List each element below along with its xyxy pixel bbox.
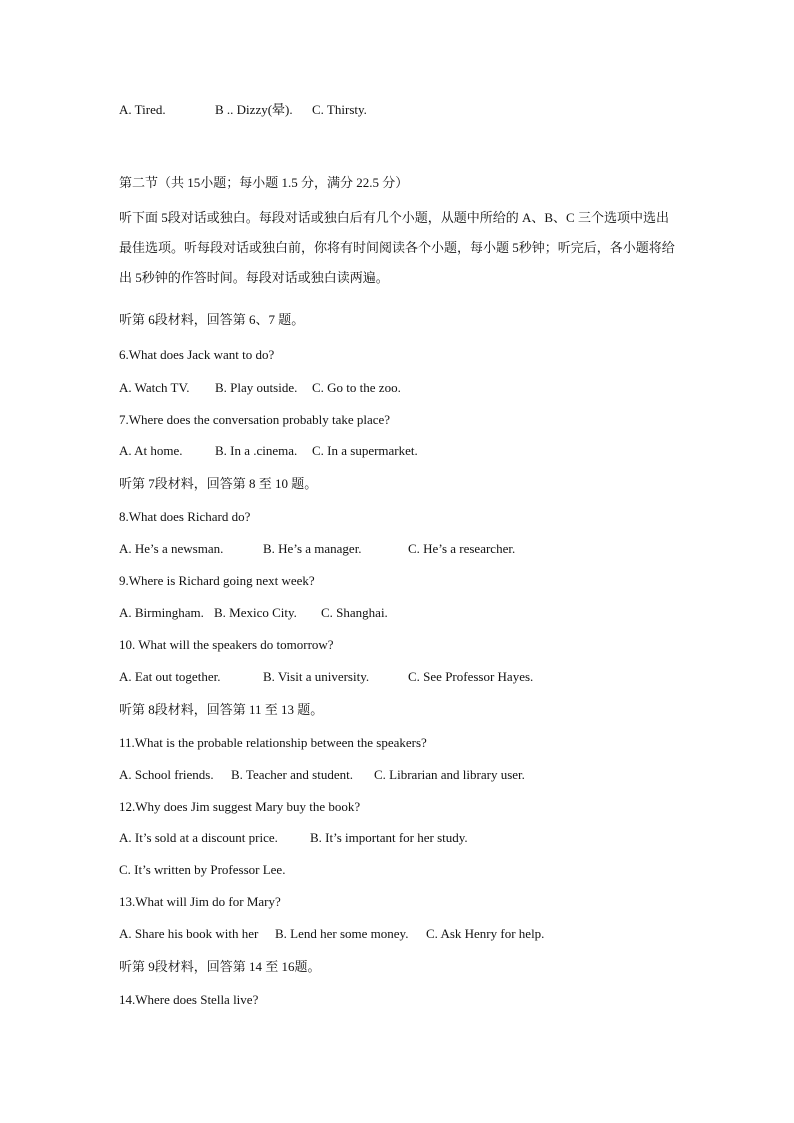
option-b: B. It’s important for her study. [310,830,468,845]
q10-options [119,669,533,685]
q7-stem: 7.Where does the conversation probably take place? [119,412,391,427]
q13-options [119,926,544,942]
option-b: B. Lend her some money. [275,926,409,941]
option-a: A. Birmingham. [119,605,204,620]
q14-stem: 14.Where does Stella live? [119,992,259,1007]
q12-options-line1 [119,830,468,846]
option-b: B. Play outside. [215,380,298,395]
q12-stem: 12.Why does Jim suggest Mary buy the book? [119,799,361,814]
option-a: A. Eat out together. [119,669,221,684]
option-c: C. Thirsty. [312,102,367,117]
option-c: C. Librarian and library user. [374,767,525,782]
q13-stem: 13.What will Jim do for Mary? [119,894,281,909]
option-c: C. Go to the zoo. [312,380,401,395]
q6-stem: 6.What does Jack want to do? [119,347,275,362]
option-a: A. Share his book with her [119,926,259,941]
material-7-heading: 听第 7段材料，回答第 8 至 10 题。 [119,476,318,491]
option-c: C. In a supermarket. [312,443,418,458]
option-a: A. At home. [119,443,183,458]
option-a: A. Tired. [119,102,166,117]
option-a: A. It’s sold at a discount price. [119,830,278,845]
section-instructions: 听下面 5段对话或独白。每段对话或独白后有几个小题，从题中所给的 A、B、C 三个选项中选出最佳选项。听每段对话或独白前，你将有时间阅读各个小题，每小题 5秒钟；听完后，各小题将给出 5秒钟的作答时间。每段对话或独白读两遍。 [119,210,675,285]
q9-options [119,605,388,621]
option-a: A. School friends. [119,767,214,782]
option-c: C. It’s written by Professor Lee. [119,862,286,877]
q7-options [119,443,418,459]
q8-stem: 8.What does Richard do? [119,509,251,524]
option-a: A. Watch TV. [119,380,190,395]
option-b: B. In a .cinema. [215,443,298,458]
option-c: C. Shanghai. [321,605,388,620]
option-b: B. Teacher and student. [231,767,353,782]
section-title: 第二节（共 15小题；每小题 1.5 分，满分 22.5 分） [119,175,409,190]
material-8-heading: 听第 8段材料，回答第 11 至 13 题。 [119,702,324,717]
q10-stem: 10. What will the speakers do tomorrow? [119,637,334,652]
option-c: C. He’s a researcher. [408,541,516,556]
q8-options [119,541,515,557]
option-b: B. Visit a university. [263,669,370,684]
q11-stem: 11.What is the probable relationship between the speakers? [119,735,427,750]
q11-options [119,767,525,783]
option-b: B. Mexico City. [214,605,297,620]
material-9-heading: 听第 9段材料，回答第 14 至 16题。 [119,959,321,974]
q6-options [119,380,401,396]
material-6-heading: 听第 6段材料，回答第 6、7 题。 [119,312,305,327]
q5-options [119,102,367,118]
q12-options-line2 [119,862,285,878]
option-b: B .. Dizzy(晕). [215,102,293,117]
option-a: A. He’s a newsman. [119,541,224,556]
q9-stem: 9.Where is Richard going next week? [119,573,315,588]
option-c: C. Ask Henry for help. [426,926,545,941]
option-b: B. He’s a manager. [263,541,362,556]
option-c: C. See Professor Hayes. [408,669,534,684]
